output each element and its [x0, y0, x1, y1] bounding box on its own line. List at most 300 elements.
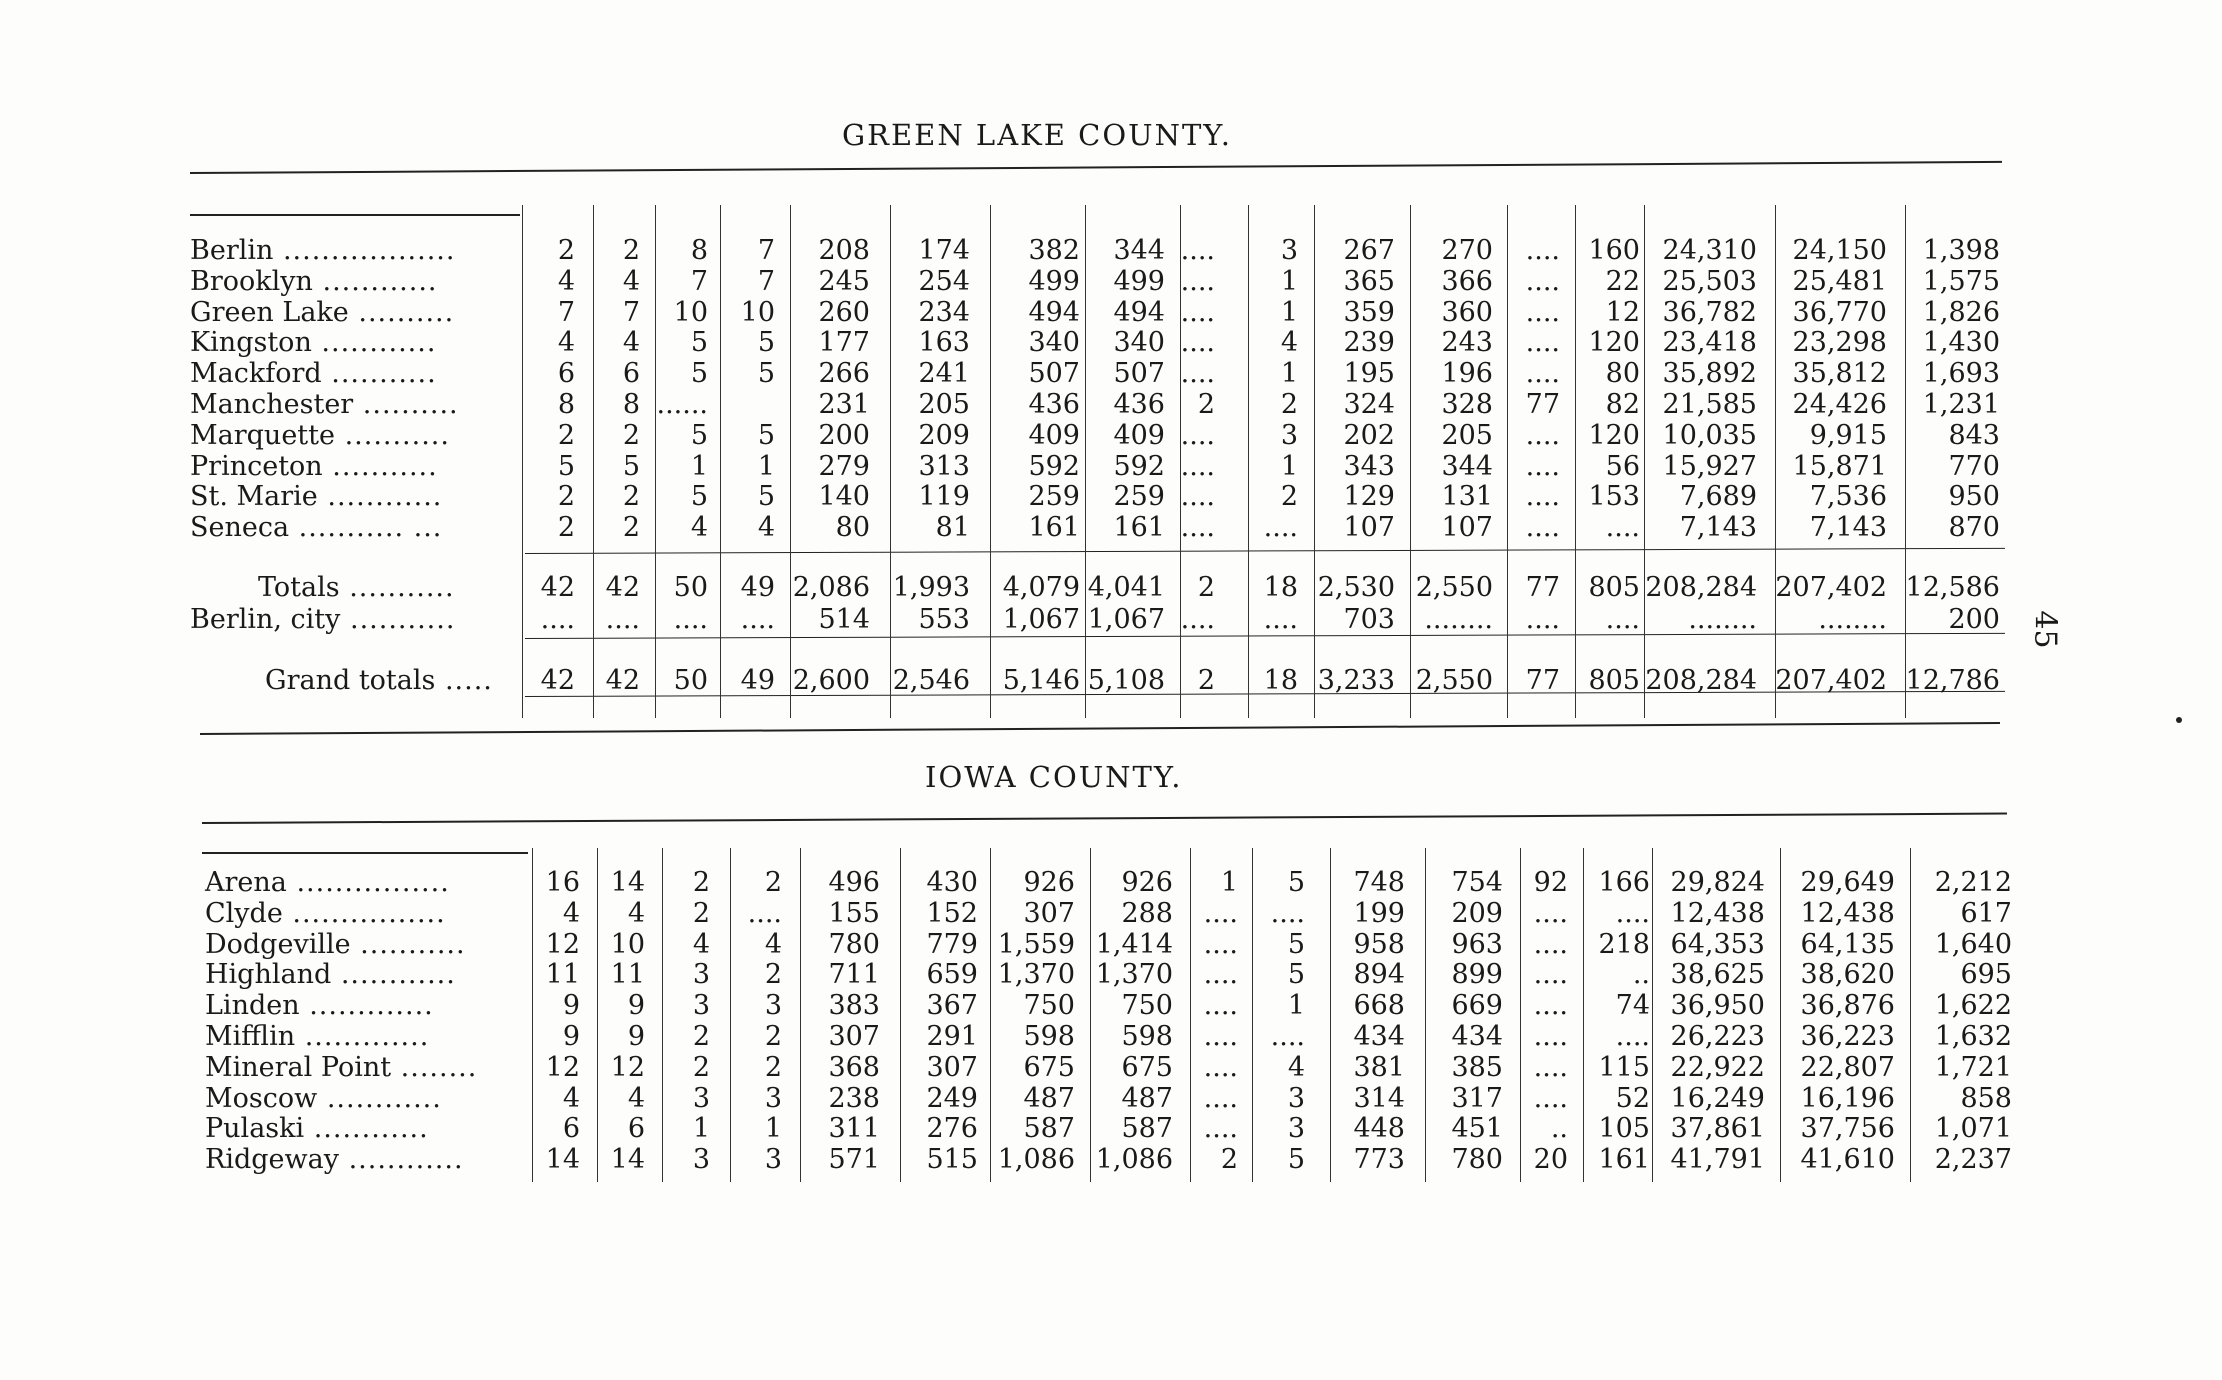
table-cell: 22	[1605, 265, 1640, 297]
table-cell: 5	[690, 327, 708, 359]
table-cell: 307	[1023, 897, 1075, 929]
table-cell: 4	[627, 1082, 645, 1114]
table-cell: 2	[764, 1020, 782, 1052]
table-cell: 3	[1287, 1082, 1305, 1114]
table-cell: 383	[828, 990, 880, 1022]
data-column-15	[1625, 868, 1765, 1176]
table-cell: 22,922	[1670, 1051, 1765, 1083]
iowa-table-header-rule	[202, 852, 528, 854]
grand-totals-row-cell: 207,402	[1775, 665, 1887, 696]
table-cell: 1,231	[1922, 388, 2000, 420]
table-cell: 29,824	[1670, 867, 1765, 898]
berlin-city-row-cell: 703	[1343, 604, 1395, 635]
grand-totals-row-cell: 2	[1197, 665, 1215, 696]
totals-row-cell: 2	[1197, 572, 1215, 603]
table-cell: ....	[1533, 1051, 1568, 1083]
table-cell: 1,370	[1095, 959, 1173, 991]
table-cell: 926	[1121, 867, 1173, 898]
data-column-15	[1617, 236, 1757, 544]
table-cell: 6	[557, 358, 575, 390]
table-cell: 279	[818, 450, 870, 482]
table-cell: 7	[622, 296, 640, 328]
table-cell: 12	[1605, 296, 1640, 328]
town-name	[190, 390, 459, 421]
table-cell: 12,438	[1800, 897, 1895, 929]
table-cell: 344	[1113, 235, 1165, 266]
table-cell: ....	[1203, 1020, 1238, 1052]
table-cell: 2	[692, 1020, 710, 1052]
table-cell: 1	[692, 1113, 710, 1145]
table-cell: 4	[622, 327, 640, 359]
table-cell: 209	[918, 419, 970, 451]
table-cell: 129	[1343, 481, 1395, 513]
table-cell: ....	[1203, 1051, 1238, 1083]
totals-row-cell: 18	[1263, 572, 1298, 603]
table-cell: 6	[562, 1113, 580, 1145]
table-cell: 218	[1598, 928, 1650, 960]
table-cell: 2	[692, 897, 710, 929]
dot-leader: ...........	[321, 358, 437, 390]
town-name	[190, 421, 459, 452]
table-cell: 23,298	[1792, 327, 1887, 359]
berlin-city-row-cell: ........	[1818, 604, 1887, 635]
table-cell: 160	[1588, 235, 1640, 266]
table-cell: 161	[1113, 512, 1165, 544]
table-cell: 2	[1220, 1144, 1238, 1176]
table-cell: ....	[1533, 928, 1568, 960]
table-cell: 1,430	[1922, 327, 2000, 359]
table-cell: 36,876	[1800, 990, 1895, 1022]
table-cell: 3	[764, 1144, 782, 1176]
table-cell: ....	[1525, 450, 1560, 482]
table-cell: 2,212	[1934, 867, 2012, 898]
table-cell: 11	[610, 959, 645, 991]
table-cell: ....	[747, 897, 782, 929]
table-cell: 9	[562, 1020, 580, 1052]
table-cell: 587	[1121, 1113, 1173, 1145]
table-cell: 25,481	[1792, 265, 1887, 297]
table-cell: 675	[1121, 1051, 1173, 1083]
table-cell: 8	[557, 388, 575, 420]
town-name	[190, 359, 459, 390]
table-cell: 36,770	[1792, 296, 1887, 328]
table-cell: 858	[1960, 1082, 2012, 1114]
table-cell: ....	[1533, 897, 1568, 929]
table-cell: 1,721	[1934, 1051, 2012, 1083]
totals-row-cell: 2,550	[1415, 572, 1493, 603]
town-name	[205, 991, 477, 1022]
table-cell: ....	[1203, 928, 1238, 960]
table-cell: 1	[757, 450, 775, 482]
table-cell: 1,559	[997, 928, 1075, 960]
table-cell: 340	[1028, 327, 1080, 359]
row-label-text: Berlin, city	[190, 604, 341, 635]
dot-leader: ............	[304, 1113, 429, 1145]
grand-totals-row-cell: 2,600	[792, 665, 870, 696]
table-cell: 487	[1121, 1082, 1173, 1114]
table-cell: 314	[1353, 1082, 1405, 1114]
table-cell: ....	[1525, 481, 1560, 513]
table-cell: ....	[1203, 1113, 1238, 1145]
table-cell: 7,689	[1679, 481, 1757, 513]
table-cell: ....	[1533, 990, 1568, 1022]
berlin-city-row-cell: 200	[1948, 604, 2000, 635]
table-cell: 64,135	[1800, 928, 1895, 960]
table-cell: 5	[690, 481, 708, 513]
table-cell: 24,310	[1662, 235, 1757, 266]
table-cell: 7,143	[1809, 512, 1887, 544]
table-cell: 780	[828, 928, 880, 960]
table-cell: 119	[918, 481, 970, 513]
town-name-label: Ridgeway	[205, 1144, 339, 1176]
town-name	[205, 1053, 477, 1084]
dot-leader: ...........	[322, 450, 438, 482]
table-cell: 7	[690, 265, 708, 297]
berlin-city-row-cell: 553	[918, 604, 970, 635]
dot-leader: ..................	[273, 235, 456, 266]
table-cell: 2	[557, 512, 575, 544]
table-cell: 2	[622, 235, 640, 266]
table-cell: ....	[1203, 1082, 1238, 1114]
table-cell: 10,035	[1662, 419, 1757, 451]
table-cell: 598	[1023, 1020, 1075, 1052]
grand-totals-row-cell: 3,233	[1317, 665, 1395, 696]
town-name	[205, 1145, 477, 1176]
table-cell: 267	[1343, 235, 1395, 266]
totals-row-cell: 4,079	[1002, 572, 1080, 603]
town-name	[205, 868, 477, 899]
table-cell: 205	[918, 388, 970, 420]
table-cell: 1,693	[1922, 358, 2000, 390]
grand-totals-row-cell: 208,284	[1645, 665, 1757, 696]
town-name	[190, 328, 459, 359]
town-name	[190, 452, 459, 483]
table-cell: 770	[1948, 450, 2000, 482]
table-cell: 174	[918, 235, 970, 266]
table-cell: 324	[1343, 388, 1395, 420]
table-cell: ....	[1533, 959, 1568, 991]
table-cell: 571	[828, 1144, 880, 1176]
table-cell: 14	[610, 867, 645, 898]
table-cell: 430	[926, 867, 978, 898]
table-cell: 1	[1280, 450, 1298, 482]
table-cell: 343	[1343, 450, 1395, 482]
town-name-label: Berlin	[190, 235, 274, 266]
table-cell: 313	[918, 450, 970, 482]
dot-leader: ............	[312, 265, 438, 297]
table-cell: 120	[1588, 419, 1640, 451]
table-cell: ....	[1533, 1020, 1568, 1052]
berlin-city-row-cell: 1,067	[1087, 604, 1165, 635]
table-cell: 754	[1451, 867, 1503, 898]
table-cell: 2,237	[1934, 1144, 2012, 1176]
table-cell: 2	[692, 1051, 710, 1083]
green-totals-rule	[525, 548, 2005, 554]
grand-totals-row-cell: 5,108	[1087, 665, 1165, 696]
totals-row-label	[258, 572, 455, 603]
table-cell: 12	[545, 928, 580, 960]
berlin-city-row-cell: 1,067	[1002, 604, 1080, 635]
table-cell: 161	[1028, 512, 1080, 544]
ink-speck	[2176, 717, 2182, 723]
table-cell: 92	[1533, 867, 1568, 898]
table-cell: 711	[828, 959, 880, 991]
berlin-city-row-cell: ....	[540, 604, 575, 635]
table-cell: 3	[764, 990, 782, 1022]
table-cell: 36,223	[1800, 1020, 1895, 1052]
table-cell: 1	[764, 1113, 782, 1145]
town-name	[205, 1022, 477, 1053]
table-cell: 115	[1598, 1051, 1650, 1083]
town-name-label: Dodgeville	[205, 928, 351, 960]
berlin-city-row-cell: ....	[740, 604, 775, 635]
town-name-label: Brooklyn	[190, 265, 313, 297]
table-cell: 25,503	[1662, 265, 1757, 297]
table-cell: 381	[1353, 1051, 1405, 1083]
table-cell: 3	[692, 990, 710, 1022]
town-name-label: Kingston	[190, 327, 312, 359]
table-cell: 843	[1948, 419, 2000, 451]
town-name-column	[190, 236, 459, 544]
grand-totals-row-cell: 805	[1588, 665, 1640, 696]
town-name	[190, 236, 459, 267]
table-cell: 9	[562, 990, 580, 1022]
table-cell: ....	[1203, 959, 1238, 991]
table-cell: 9	[627, 1020, 645, 1052]
table-cell: ....	[1180, 235, 1215, 266]
table-cell: 7,536	[1809, 481, 1887, 513]
table-cell: 7,143	[1679, 512, 1757, 544]
table-cell: 409	[1028, 419, 1080, 451]
table-cell: 16,249	[1670, 1082, 1765, 1114]
berlin-city-row-cell: ....	[605, 604, 640, 635]
dot-leader: ...........	[339, 572, 455, 603]
table-cell: 239	[1343, 327, 1395, 359]
table-cell: 24,150	[1792, 235, 1887, 266]
table-cell: 41,791	[1670, 1144, 1765, 1176]
totals-row-cell: 2,086	[792, 572, 870, 603]
table-cell: 2	[764, 867, 782, 898]
table-cell: 870	[1948, 512, 2000, 544]
table-cell: ..	[1632, 959, 1650, 991]
table-cell: 288	[1121, 897, 1173, 929]
table-cell: 5	[1287, 959, 1305, 991]
table-cell: 249	[926, 1082, 978, 1114]
dot-leader: ............	[317, 1082, 442, 1114]
table-cell: 3	[692, 1144, 710, 1176]
table-cell: 592	[1028, 450, 1080, 482]
table-cell: 4	[622, 265, 640, 297]
table-cell: 1,826	[1922, 296, 2000, 328]
table-cell: 5	[690, 419, 708, 451]
table-cell: 669	[1451, 990, 1503, 1022]
table-cell: 668	[1353, 990, 1405, 1022]
table-cell: 234	[918, 296, 970, 328]
town-name	[190, 267, 459, 298]
table-cell: ....	[1180, 327, 1215, 359]
table-cell: 37,756	[1800, 1113, 1895, 1145]
table-cell: ....	[1525, 358, 1560, 390]
dot-leader: .............	[299, 990, 434, 1022]
table-cell: 131	[1441, 481, 1493, 513]
town-name-label: Seneca	[190, 512, 290, 544]
table-cell: 291	[926, 1020, 978, 1052]
grand-totals-row-cell: 42	[605, 665, 640, 696]
table-cell: 11	[545, 959, 580, 991]
table-cell: 64,353	[1670, 928, 1765, 960]
dot-leader: ................	[286, 867, 450, 898]
table-cell: 120	[1588, 327, 1640, 359]
table-cell: 9	[627, 990, 645, 1022]
table-cell: 41,610	[1800, 1144, 1895, 1176]
table-cell: ..	[1550, 1113, 1568, 1145]
table-cell: 14	[545, 1144, 580, 1176]
table-cell: 499	[1113, 265, 1165, 297]
table-cell: 52	[1615, 1082, 1650, 1114]
table-cell: 14	[610, 1144, 645, 1176]
town-name-label: Mifflin	[205, 1020, 296, 1052]
totals-row-cell: 207,402	[1775, 572, 1887, 603]
table-cell: 4	[627, 897, 645, 929]
table-cell: 1	[1287, 990, 1305, 1022]
table-cell: 359	[1343, 296, 1395, 328]
grand-totals-row-cell: 77	[1525, 665, 1560, 696]
table-cell: 5	[1287, 1144, 1305, 1176]
table-cell: 38,625	[1670, 959, 1765, 991]
town-name-label: Arena	[205, 867, 287, 898]
table-cell: 20	[1533, 1144, 1568, 1176]
table-cell: 35,892	[1662, 358, 1757, 390]
table-cell: 4	[562, 897, 580, 929]
grand-totals-row-cell: 50	[673, 665, 708, 696]
table-cell: ....	[1270, 1020, 1305, 1052]
table-cell: 1,622	[1934, 990, 2012, 1022]
table-cell: ....	[1180, 419, 1215, 451]
table-cell: 1,086	[1095, 1144, 1173, 1176]
table-cell: ....	[1525, 419, 1560, 451]
table-cell: 196	[1441, 358, 1493, 390]
totals-row-cell: 50	[673, 572, 708, 603]
table-cell: 750	[1023, 990, 1075, 1022]
totals-row-cell: 42	[605, 572, 640, 603]
table-cell: 260	[818, 296, 870, 328]
table-cell: 1	[690, 450, 708, 482]
table-cell: 1,632	[1934, 1020, 2012, 1052]
grand-totals-row-cell: 5,146	[1002, 665, 1080, 696]
table-cell: 2	[622, 419, 640, 451]
table-cell: ....	[1180, 481, 1215, 513]
table-cell: 140	[818, 481, 870, 513]
town-name-label: St. Marie	[190, 481, 318, 513]
dot-leader: ...........	[334, 419, 450, 451]
table-cell: 23,418	[1662, 327, 1757, 359]
dot-leader: ..........	[348, 296, 455, 328]
table-cell: 1	[1220, 867, 1238, 898]
table-cell: 496	[828, 867, 880, 898]
table-cell: 592	[1113, 450, 1165, 482]
table-cell: 344	[1441, 450, 1493, 482]
totals-row-cell: 208,284	[1645, 572, 1757, 603]
table-cell: 1	[1280, 296, 1298, 328]
table-cell: ....	[1180, 450, 1215, 482]
berlin-city-row-cell: ....	[1605, 604, 1640, 635]
table-cell: 1,071	[1934, 1113, 2012, 1145]
table-cell: 1,370	[997, 959, 1075, 991]
table-cell: 245	[818, 265, 870, 297]
table-cell: ....	[1615, 897, 1650, 929]
table-cell: 3	[692, 959, 710, 991]
town-name-label: Mackford	[190, 358, 322, 390]
table-cell: 499	[1028, 265, 1080, 297]
table-cell: 409	[1113, 419, 1165, 451]
berlin-city-row-cell: ....	[1525, 604, 1560, 635]
table-cell: 4	[1287, 1051, 1305, 1083]
table-cell: 37,861	[1670, 1113, 1765, 1145]
table-cell: 617	[1960, 897, 2012, 929]
table-cell: ....	[1180, 296, 1215, 328]
green-lake-county-title: GREEN LAKE COUNTY.	[842, 118, 1232, 152]
town-name	[205, 1114, 477, 1145]
table-cell: 587	[1023, 1113, 1075, 1145]
table-cell: ....	[1533, 1082, 1568, 1114]
table-cell: 177	[818, 327, 870, 359]
table-cell: 2	[1280, 481, 1298, 513]
table-cell: 1	[1280, 265, 1298, 297]
table-cell: 238	[828, 1082, 880, 1114]
grand-totals-row-cell: 2,546	[892, 665, 970, 696]
table-cell: 5	[757, 358, 775, 390]
town-name-label: Marquette	[190, 419, 335, 451]
berlin-city-row-cell: 514	[818, 604, 870, 635]
table-cell: 266	[818, 358, 870, 390]
table-cell: 81	[935, 512, 970, 544]
table-cell: 2	[622, 481, 640, 513]
table-cell: 36,782	[1662, 296, 1757, 328]
table-cell: 166	[1598, 867, 1650, 898]
table-cell: 22,807	[1800, 1051, 1895, 1083]
row-label-text: Totals	[258, 572, 340, 603]
grand-totals-row-cell: 49	[740, 665, 775, 696]
table-cell: 153	[1588, 481, 1640, 513]
table-cell: 200	[818, 419, 870, 451]
table-cell: 367	[926, 990, 978, 1022]
town-name	[190, 298, 459, 329]
table-cell: ....	[1203, 897, 1238, 929]
table-cell: 748	[1353, 867, 1405, 898]
dot-leader: ........... ...	[289, 512, 443, 544]
table-cell: 899	[1451, 959, 1503, 991]
table-cell: 16,196	[1800, 1082, 1895, 1114]
data-column-17	[1860, 236, 2000, 544]
iowa-county-title: IOWA COUNTY.	[925, 760, 1183, 794]
dot-leader: .............	[295, 1020, 430, 1052]
town-name-label: Princeton	[190, 450, 323, 482]
table-cell: 4	[557, 265, 575, 297]
table-cell: 659	[926, 959, 978, 991]
berlin-city-row-cell: ....	[1180, 604, 1215, 635]
table-cell: 317	[1451, 1082, 1503, 1114]
table-cell: 10	[673, 296, 708, 328]
table-cell: 152	[926, 897, 978, 929]
table-cell: 2	[764, 1051, 782, 1083]
table-cell: 1	[1280, 358, 1298, 390]
table-cell: 385	[1451, 1051, 1503, 1083]
totals-row-cell: 1,993	[892, 572, 970, 603]
totals-row-cell: 49	[740, 572, 775, 603]
data-column-17	[1872, 868, 2012, 1176]
table-cell: 963	[1451, 928, 1503, 960]
table-cell: 5	[622, 450, 640, 482]
